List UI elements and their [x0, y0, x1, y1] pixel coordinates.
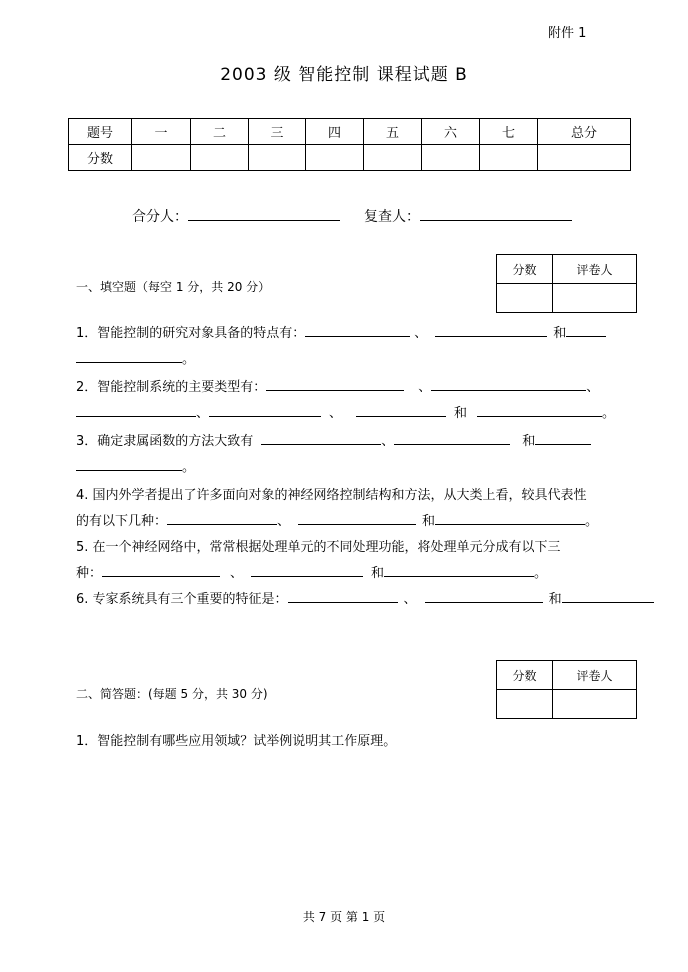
header-cell-4: 四 [306, 119, 364, 145]
answer-blank[interactable] [261, 431, 381, 445]
grader-box-1 [496, 254, 637, 313]
sum-label: 合分人： [132, 209, 188, 225]
grader-score-label: 分数 [497, 661, 553, 690]
section2-title: 二、简答题：(每题 5 分，共 30 分) [76, 687, 268, 701]
grader-name-label: 评卷人 [553, 661, 637, 690]
question-4-cont: 的有以下几种： 、 和 。 [76, 510, 598, 529]
section1-title: 一、填空题（每空 1 分，共 20 分） [76, 280, 271, 294]
score-cell[interactable] [132, 145, 191, 171]
question-2-cont: 、 、 和 。 [76, 402, 615, 421]
answer-blank[interactable] [251, 563, 363, 577]
header-cell-question-no: 题号 [69, 119, 132, 145]
header-cell-2: 二 [191, 119, 249, 145]
score-cell[interactable] [191, 145, 249, 171]
answer-blank[interactable] [431, 377, 586, 391]
score-cell[interactable] [364, 145, 422, 171]
answer-blank[interactable] [76, 457, 182, 471]
answer-blank[interactable] [394, 431, 510, 445]
score-cell[interactable] [306, 145, 364, 171]
answer-blank[interactable] [102, 563, 220, 577]
header-cell-7: 七 [480, 119, 538, 145]
sum-signature [132, 206, 340, 226]
review-blank[interactable] [420, 207, 572, 221]
header-cell-total: 总分 [538, 119, 631, 145]
header-cell-6: 六 [422, 119, 480, 145]
question-2: 2．智能控制系统的主要类型有： 、 、 [76, 376, 599, 395]
grader-score-cell[interactable] [497, 690, 553, 719]
answer-blank[interactable] [298, 511, 416, 525]
header-cell-5: 五 [364, 119, 422, 145]
grader-name-label: 评卷人 [553, 255, 637, 284]
sum-blank[interactable] [188, 207, 340, 221]
answer-blank[interactable] [209, 403, 321, 417]
grader-score-cell[interactable] [497, 284, 553, 313]
question-1: 1．智能控制的研究对象具备的特点有： 、 和 [76, 322, 606, 341]
answer-blank[interactable] [566, 323, 606, 337]
score-table-header-row [69, 119, 631, 145]
answer-blank[interactable] [435, 511, 585, 525]
answer-blank[interactable] [356, 403, 446, 417]
score-cell[interactable] [249, 145, 306, 171]
question-5: 5. 在一个神经网络中，常常根据处理单元的不同处理功能，将处理单元分成有以下三 [76, 540, 561, 555]
answer-blank[interactable] [535, 431, 591, 445]
answer-blank[interactable] [425, 589, 543, 603]
page-footer: 共 7 页 第 1 页 [302, 910, 386, 924]
answer-blank[interactable] [76, 403, 196, 417]
question-1-cont: 。 [76, 348, 195, 367]
question-5-cont: 种： 、 和 。 [76, 562, 547, 581]
score-table-score-row [69, 145, 631, 171]
answer-blank[interactable] [266, 377, 404, 391]
score-cell[interactable] [480, 145, 538, 171]
review-signature [364, 206, 572, 226]
score-row-label: 分数 [69, 145, 132, 171]
answer-blank[interactable] [305, 323, 410, 337]
review-label: 复查人： [364, 209, 420, 225]
question-3-cont: 。 [76, 456, 195, 475]
header-cell-1: 一 [132, 119, 191, 145]
score-cell[interactable] [422, 145, 480, 171]
answer-blank[interactable] [477, 403, 602, 417]
score-cell-total[interactable] [538, 145, 631, 171]
header-cell-3: 三 [249, 119, 306, 145]
question-4: 4. 国内外学者提出了许多面向对象的神经网络控制结构和方法，从大类上看，较具代表性 [76, 488, 587, 503]
grader-name-cell[interactable] [553, 690, 637, 719]
answer-blank[interactable] [562, 589, 654, 603]
answer-blank[interactable] [384, 563, 534, 577]
attachment-label: 附件 1 [548, 26, 587, 41]
question-6: 6. 专家系统具有三个重要的特征是： 、 和 [76, 588, 654, 607]
section2-question-1: 1．智能控制有哪些应用领域？试举例说明其工作原理。 [76, 734, 397, 749]
answer-blank[interactable] [167, 511, 277, 525]
exam-title: 2003 级 智能控制 课程试题 B [220, 65, 468, 85]
question-3: 3．确定隶属函数的方法大致有 、 和 [76, 430, 591, 449]
grader-box-2 [496, 660, 637, 719]
answer-blank[interactable] [435, 323, 547, 337]
answer-blank[interactable] [76, 349, 182, 363]
answer-blank[interactable] [288, 589, 398, 603]
score-table [68, 118, 631, 171]
grader-score-label: 分数 [497, 255, 553, 284]
grader-name-cell[interactable] [553, 284, 637, 313]
